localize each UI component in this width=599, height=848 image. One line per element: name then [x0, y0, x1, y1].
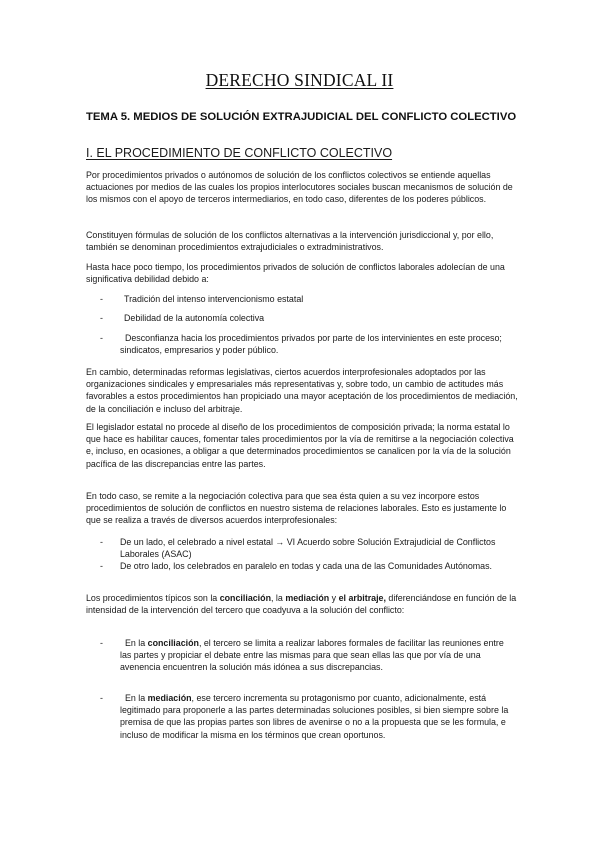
list-item: Tradición del intenso intervencionismo estatal — [124, 294, 304, 304]
bold-term: mediación — [147, 693, 192, 703]
topic-heading: TEMA 5. MEDIOS DE SOLUCIÓN EXTRAJUDICIAL DEL CONFLICTO COLECTIVO — [86, 111, 517, 123]
text-run: Los procedimientos típicos son la — [86, 593, 220, 603]
text-run: , el tercero se limita a realizar labores formales de facilitar las reuniones entre las partes y propiciar el debate entre las mismas para que sean ellas las que por vía de una avenencia encuentren la solución más idónea a sus discrepancias. — [120, 638, 504, 673]
text-run: , ese tercero incrementa su protagonismo por cuanto, adicionalmente, está legitimado para proponerle a las partes determinadas soluciones posibles, si bien siempre sobre la premisa de que las propias partes son libres de avenirse o no a la propuesta que se les formula, e incluso de modificar la misma en los términos que crean oportunos. — [120, 693, 509, 740]
text-run: En la — [124, 638, 148, 648]
text-run: , la — [271, 593, 286, 603]
paragraph-collective-bargaining: En todo caso, se remite a la negociación colectiva para que sea ésta quien a su vez incorpore estos procedimientos de solución de conflictos en nuestro sistema de relaciones laborales. Esto es justamente lo que se realiza a través de diversos acuerdos interprofesionales: — [86, 491, 507, 526]
bold-term: conciliación — [147, 638, 199, 648]
bullet-marker: - — [100, 294, 103, 304]
list-item: De un lado, el celebrado a nivel estatal → VI Acuerdo sobre Solución Extrajudicial de Conflictos Laborales (ASAC) — [120, 537, 496, 560]
paragraph-legislator: El legislador estatal no procede al diseño de los procedimientos de composición privada; la norma estatal lo que hace es habilitar cauces, fomentar tales procedimientos por la vía de remitirse a la negociación colectiva e, incluso, en ocasiones, a obligar a que determinados procedimientos se canalicen por la vía de la solución pacífica de las discrepancias entre las partes. — [86, 422, 514, 469]
section-heading: I. EL PROCEDIMIENTO DE CONFLICTO COLECTIVO — [86, 146, 393, 160]
text-run: En la — [124, 693, 148, 703]
bullet-marker: - — [100, 537, 103, 547]
list-item-mediacion — [120, 692, 516, 741]
paragraph-typical-procedures — [86, 592, 518, 616]
paragraph-reforms: En cambio, determinadas reformas legislativas, ciertos acuerdos interprofesionales adoptados por las organizaciones sindicales y empresariales más representativas y, sobre todo, un cambio de actitudes más favorables a estos procedimientos han propiciado una mayor aceptación de los procedimientos de mediación, de la conciliación e incluso del arbitraje. — [86, 367, 518, 414]
bold-term-arbitraje: el arbitraje, — [338, 593, 386, 603]
text-run: y — [329, 593, 339, 603]
document-title: DERECHO SINDICAL II — [205, 70, 394, 90]
bold-term-conciliacion: conciliación — [219, 593, 271, 603]
bullet-marker: - — [100, 313, 103, 323]
text-run: diferenciándose en función de la intensidad de la intervención del tercero que coadyuva a la solución del conflicto: — [86, 593, 517, 616]
paragraph-definition: Por procedimientos privados o autónomos de solución de los conflictos colectivos se entiende aquellas actuaciones por medios de las cuales los propios interlocutores sociales buscan mecanismos de solución de los mismos con el apoyo de terceros intermediarios, en todo caso, diferentes de los poderes públicos. — [86, 170, 513, 205]
paragraph-alternatives: Constituyen fórmulas de solución de los conflictos alternativas a la intervención jurisdiccional y, por ello, también se denominan procedimientos extrajudiciales o extradministrativos. — [86, 230, 494, 253]
bold-term-mediacion: mediación — [285, 593, 330, 603]
bullet-marker: - — [100, 638, 103, 648]
list-item — [120, 332, 516, 356]
list-item: Debilidad de la autonomía colectiva — [124, 313, 265, 323]
bullet-marker: - — [100, 561, 103, 571]
bullet-marker: - — [100, 693, 103, 703]
list-item-conciliacion — [120, 637, 516, 674]
paragraph-weakness: Hasta hace poco tiempo, los procedimientos privados de solución de conflictos laborales adolecían de una significativa debilidad debido a: — [86, 262, 505, 285]
bullet-marker: - — [100, 333, 103, 343]
list-item-text: Desconfianza hacia los procedimientos privados por parte de los intervinientes en este proceso; sindicatos, empresarios y poder público. — [120, 333, 502, 356]
list-item: De otro lado, los celebrados en paralelo en todas y cada una de las Comunidades Autónomas. — [120, 561, 493, 571]
